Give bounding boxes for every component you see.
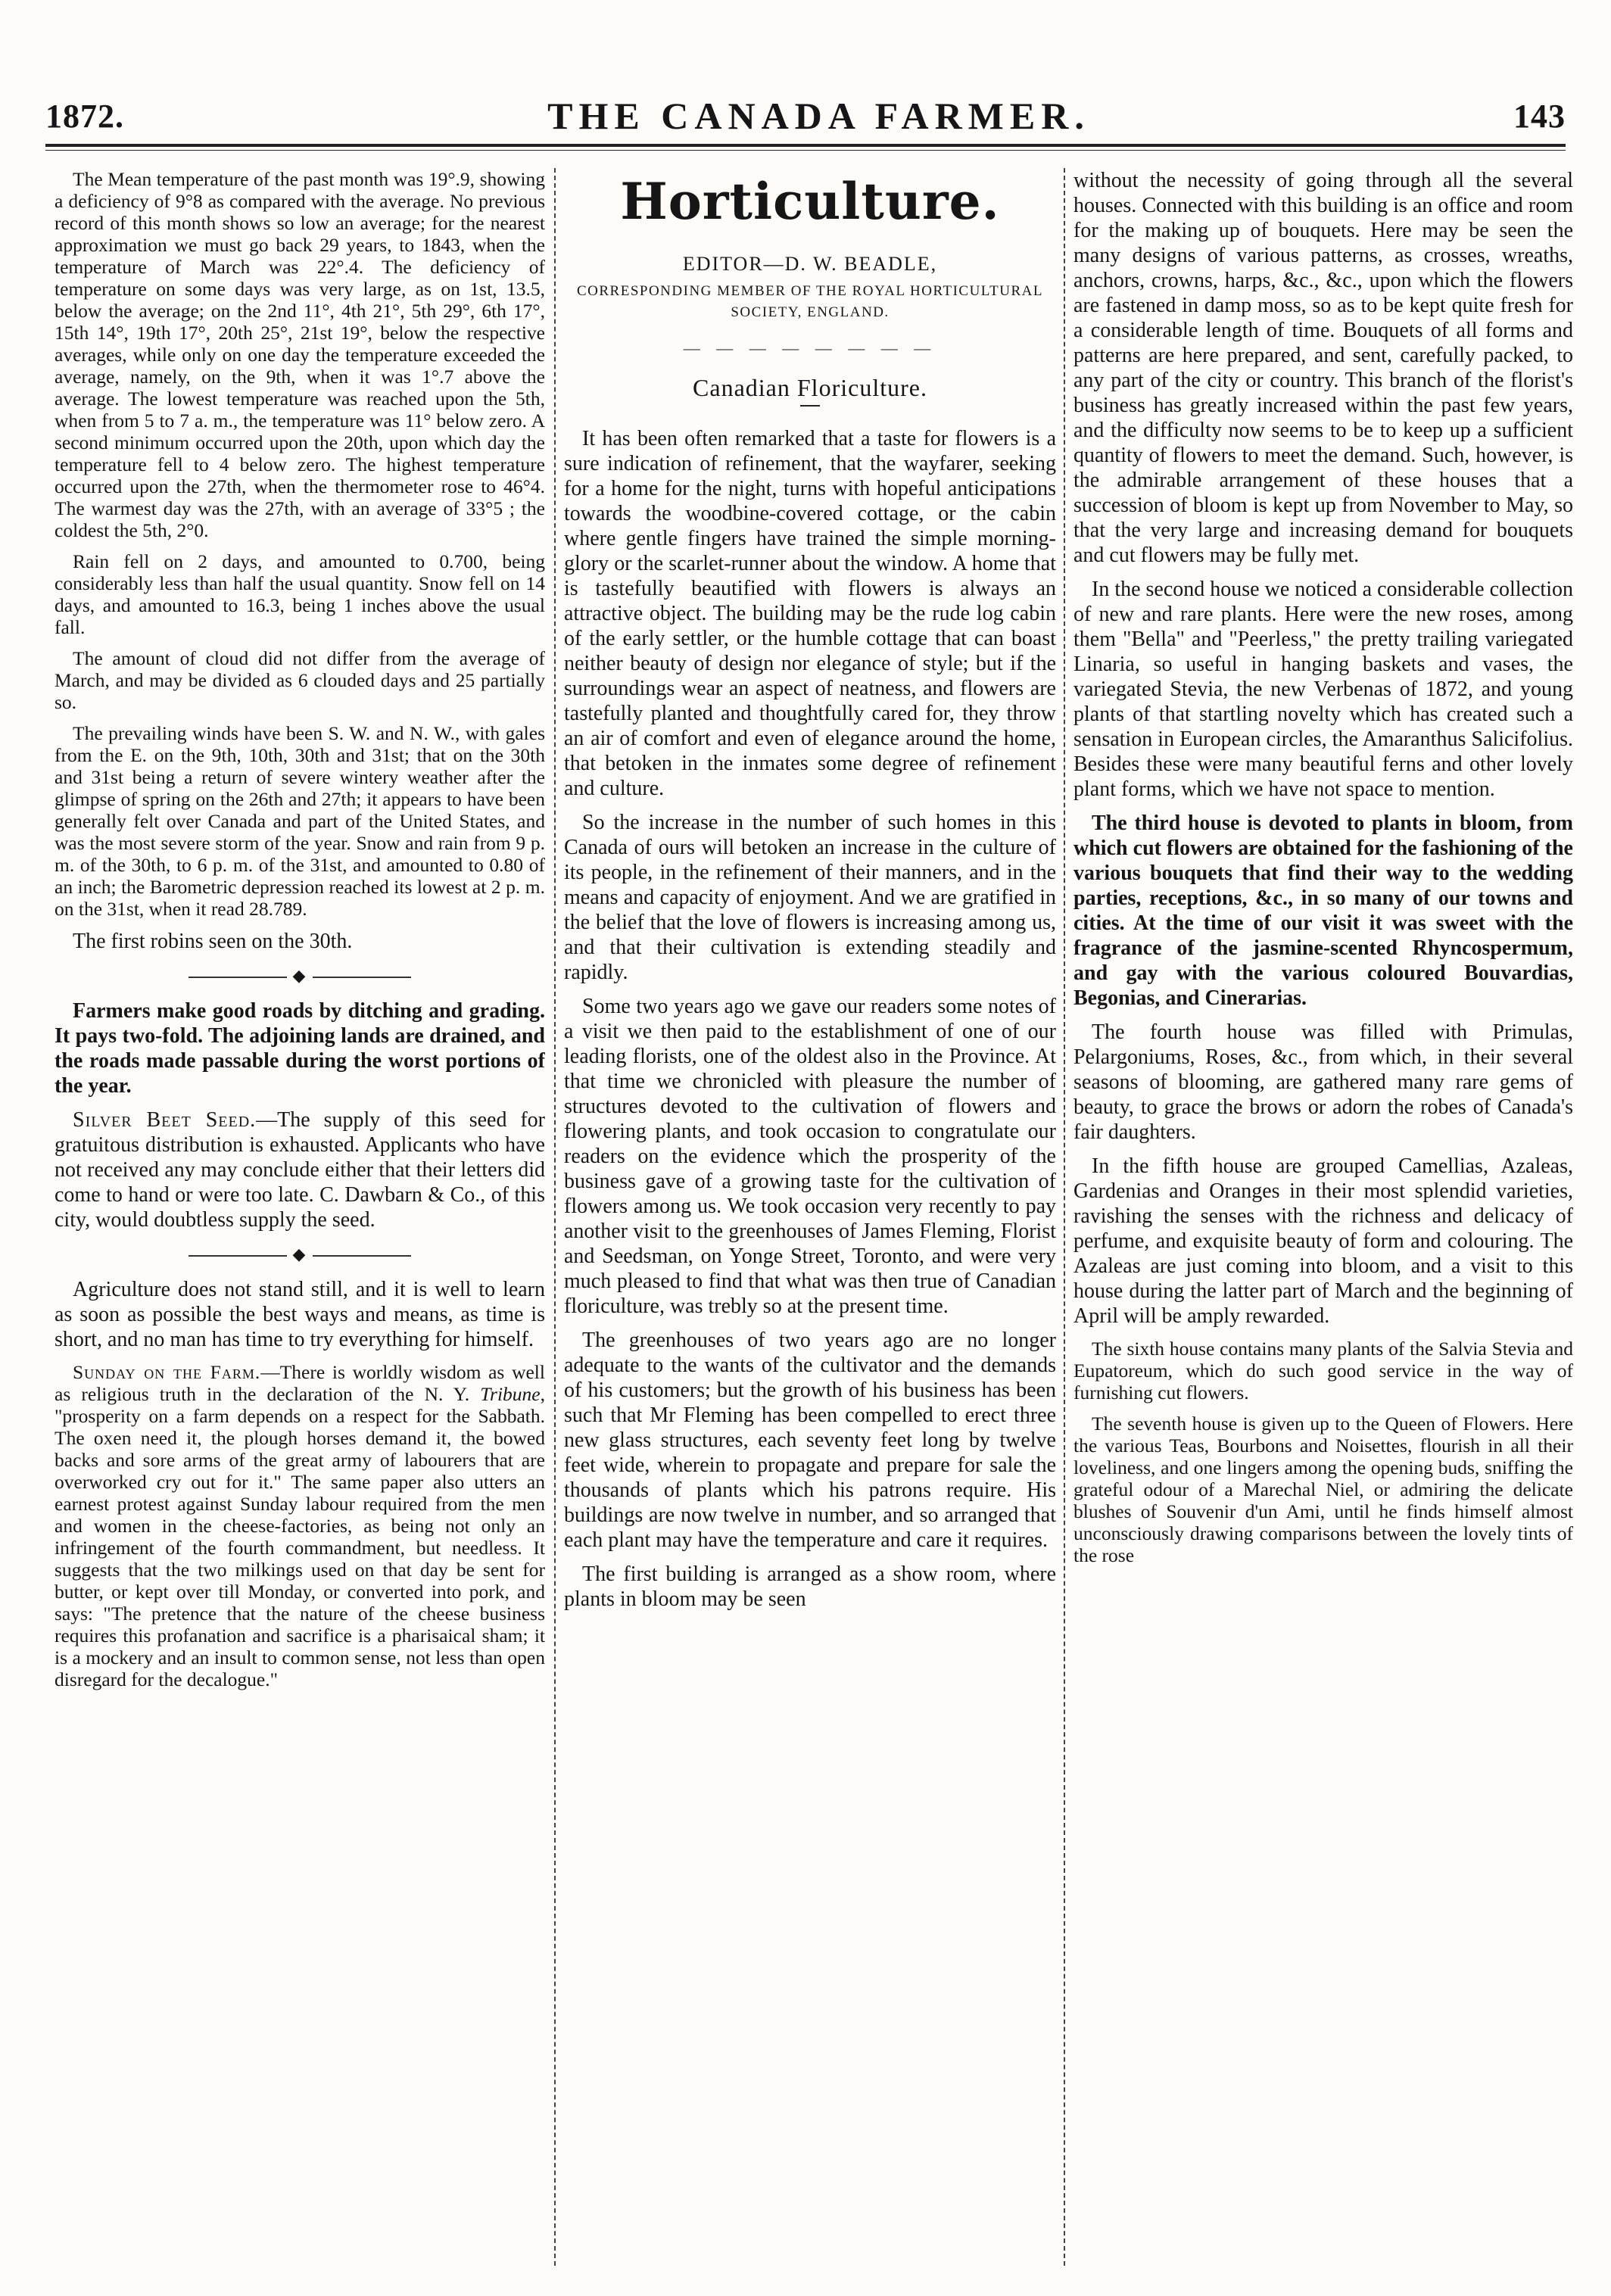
ornament-divider: ◆ bbox=[55, 1241, 545, 1266]
roads-note: Farmers make good roads by ditching and grading. It pays two-fold. The adjoining lands are drained, and the roads made passable during the worst portions of the year. bbox=[55, 999, 545, 1098]
masthead-rule-thin bbox=[45, 150, 1566, 151]
column-right bbox=[1073, 168, 1573, 2281]
sunday-body-cont: , "prosperity on a farm depends on a respect for the Sabbath. The oxen need it, the plough horses demand it, the bowed backs and sore arms of the great army of labourers that are overworked cry out for it." The same paper also utters an earnest protest against Sunday labour required from the men and women in the cheese-factories, as being not only an infringement of the fourth commandment, but needless. It suggests that the two milkings used on that day be sent for butter, or kept over till Monday, or converted into pork, and says: "The pretence that the nature of the cheese business requires this profanation and sacrifice is a pharisaical sham; it is a mockery and an insult to common sense, not less than open disregard for the decalogue." bbox=[55, 1383, 545, 1690]
article-paragraph: The first building is arranged as a show room, where plants in bloom may be seen bbox=[564, 1562, 1056, 1611]
robins-note: The first robins seen on the 30th. bbox=[73, 930, 353, 953]
column-divider bbox=[1064, 168, 1065, 2266]
editor-line: EDITOR—D. W. BEADLE, bbox=[682, 253, 938, 275]
article-paragraph: The third house is devoted to plants in bloom, from which cut flowers are obtained for the fashioning of the various bouquets that find their way to the wedding parties, receptions, &c., in so many of our towns and cities. At the time of our visit it was sweet with the fragrance of the jasmine-scented Rhyncospermum, and gay with the various coloured Bouvardias, Begonias, and Cinerarias. bbox=[1073, 812, 1573, 1010]
ornament-divider: ◆ bbox=[55, 963, 545, 988]
title-rule bbox=[800, 405, 820, 407]
masthead-year: 1872. bbox=[45, 97, 124, 135]
article-paragraph: Some two years ago we gave our readers some notes of a visit we then paid to the establishment of one of our leading florists, one of the oldest also in the Province. At that time we chronicled with pleasure the number of structures devoted to the cultivation of flowers and flowering plants, and took occasion to congratulate our readers on the evidence which the prosperity of the business gave of a growing taste for the cultivation of flowers among us. We took occasion very recently to pay another visit to the greenhouses of James Fleming, Florist and Seedsman, on Yonge Street, Toronto, and were very much pleased to find that what was then true of Canadian floriculture, was trebly so at the present time. bbox=[564, 995, 1056, 1318]
editor-affiliation: CORRESPONDING MEMBER OF THE ROYAL HORTICULTURAL SOCIETY, ENGLAND. bbox=[576, 283, 1043, 320]
beet-seed-heading: Silver Beet Seed. bbox=[73, 1108, 257, 1132]
sunday-note bbox=[55, 1361, 545, 1690]
column-left bbox=[55, 168, 545, 2281]
beet-seed-body: —The supply of this seed for gratuitous distribution is exhausted. Applicants who have not received any may conclude either that their letters did come to hand or were too late. C. Dawbarn & Co., of this city, would doubtless supply the seed. bbox=[55, 1108, 545, 1232]
beet-seed-note bbox=[55, 1108, 545, 1232]
masthead-title: THE CANADA FARMER. bbox=[547, 95, 1090, 137]
article-paragraph: In the fifth house are grouped Camellias, Azaleas, Gardenias and Oranges in their most splendid varieties, ravishing the senses with the richness and delicacy of perfume, and exquisite beauty of form and colouring. The Azaleas are just coming into bloom, and a visit to this house during the latter part of March and the beginning of April will be amply rewarded. bbox=[1073, 1154, 1573, 1328]
column-middle bbox=[564, 168, 1056, 2281]
weather-paragraph: The Mean temperature of the past month was 19°.9, showing a deficiency of 9°8 as compared with the average. No previous record of this month shows so low an average; for the nearest approximation we must go back 29 years, to 1843, when the temperature of March was 22°.4. The deficiency of temperature on some days was very large, as on 1st, 13.5, below the average; on the 2nd 11°, 4th 21°, 5th 29°, 6th 17°, 15th 14°, 19th 17°, 20th 25°, 21st 19°, below the respective averages, while only on one day the temperature exceeded the average, namely, on the 9th, when it was 1°.7 above the average. The lowest temperature was reached upon the 5th, when from 5 to 7 a. m., the temperature was 11° below zero. A second minimum occurred upon the 20th, upon which day the temperature fell to 4 below zero. The highest temperature occurred upon the 27th, when the thermometer rose to 46°4. The warmest day was the 27th, with an average of 33°5 ; the coldest the 5th, 2°0. bbox=[55, 168, 545, 541]
column-divider bbox=[554, 168, 556, 2266]
weather-paragraph: The amount of cloud did not differ from the average of March, and may be divided as 6 clouded days and 25 partially so. bbox=[55, 647, 545, 713]
masthead bbox=[45, 89, 1566, 142]
weather-paragraph: The prevailing winds have been S. W. and N. W., with gales from the E. on the 9th, 10th, 30th and 31st; that on the 30th and 31st being a return of severe wintery weather after the glimpse of spring on the 26th and 27th; it appears to have been generally felt over Canada and part of the United States, and was the most severe storm of the year. Snow and rain from 9 p. m. of the 30th, to 6 p. m. of the 31st, and amounted to 0.80 of an inch; the Barometric depression reached its lowest at 2 p. m. on the 31st, when it read 28.789. bbox=[55, 722, 545, 920]
article-paragraph: In the second house we noticed a considerable collection of new and rare plants. Here were the new roses, among them "Bella" and "Peerless," the pretty trailing variegated Linaria, so useful in hanging baskets and vases, the variegated Stevia, the new Verbenas of 1872, and young plants of that startling novelty which has created such a sensation in European circles, the Amaranthus Salicifolius. Besides these were many beautiful ferns and other lovely plant forms, which we have not space to mention. bbox=[1073, 578, 1573, 801]
page-number: 143 bbox=[1513, 97, 1566, 135]
section-title: Horticulture. bbox=[620, 172, 1000, 231]
article-paragraph: It has been often remarked that a taste for flowers is a sure indication of refinement, that the wayfarer, seeking for a home for the night, turns with hopeful anticipations towards the woodbine-covered cottage, or the cabin where gentle fingers have trained the simple morning-glory or the scarlet-runner about the window. A home that is tastefully beautified with flowers is always an attractive object. The building may be the rude log cabin of the early settler, or the humble cottage that can boast neither beauty of design nor elegance of style; but if the surroundings wear an aspect of neatness, and flowers are tastefully planted and thoughtfully cared for, they throw an air of comfort and even of elegance around the home, that betoken in the inmates some degree of refinement and culture. bbox=[564, 427, 1056, 800]
article-paragraph: So the increase in the number of such homes in this Canada of ours will betoken an increase in the culture of its people, in the refinement of their manners, and in the means and capacity of enjoyment. And we are gratified in the belief that the love of flowers is increasing among us, and that their cultivation is extending steadily and rapidly. bbox=[564, 811, 1056, 984]
weather-paragraph: Rain fell on 2 days, and amounted to 0.700, being considerably less than half the usual quantity. Snow fell on 14 days, and amounted to 16.3, being 1 inches above the usual fall. bbox=[55, 550, 545, 638]
sunday-body: —There is worldly wisdom as well as religious truth in the declaration of the N. Y. bbox=[55, 1361, 545, 1405]
article-paragraph: The greenhouses of two years ago are no longer adequate to the wants of the cultivator and the demands of his customers; but the growth of his business has been such that Mr Fleming has been compelled to erect three new glass structures, each seventy feet long by twelve feet wide, wherein to propagate and prepare for sale the thousands of plants which his patrons require. His buildings are now twelve in number, and so arranged that each plant may have the temperature and care it requires. bbox=[564, 1329, 1056, 1552]
sunday-heading: Sunday on the Farm. bbox=[73, 1361, 261, 1383]
tribune-name: Tribune bbox=[480, 1383, 541, 1405]
article-paragraph: The seventh house is given up to the Queen of Flowers. Here the various Teas, Bourbons and Noisettes, flourish in all their loveliness, and one lingers among the opening buds, sniffing the grateful odour of a Marechal Niel, or admiring the delicate blushes of Souvenir d'un Ami, until he finds himself almost unconsciously drawing comparisons between the lovely tints of the rose bbox=[1073, 1413, 1573, 1566]
agriculture-note: Agriculture does not stand still, and it is well to learn as soon as possible the best ways and means, as time is short, and no man has time to try everything for himself. bbox=[55, 1278, 545, 1351]
article-paragraph: The sixth house contains many plants of the Salvia Stevia and Eupatoreum, which do such good service in the way of furnishing cut flowers. bbox=[1073, 1338, 1573, 1403]
masthead-rule bbox=[45, 144, 1566, 147]
article-title: Canadian Floriculture. bbox=[693, 374, 927, 401]
article-paragraph: without the necessity of going through all the several houses. Connected with this building is an office and room for the making up of bouquets. Here may be seen the many designs of various patterns, as crosses, wreaths, anchors, crowns, harps, &c., &c., upon which the flowers are fastened in damp moss, so as to be kept quite fresh for a considerable length of time. Bouquets of all forms and patterns are here prepared, and sent, carefully packed, to any part of the city or country. This branch of the florist's business has greatly increased within the past few years, and the difficulty now seems to be to keep up a sufficient quantity of flowers to meet the demand. Such, however, is the admirable arrangement of these houses that a succession of bloom is kept up from November to May, so that the very large and increasing demand for bouquets and cut flowers may be fully met. bbox=[1073, 169, 1573, 567]
dash-divider: — — — — — — — — bbox=[683, 338, 937, 357]
article-paragraph: The fourth house was filled with Primulas, Pelargoniums, Roses, &c., from which, in their several seasons of blooming, are gathered many rare gems of beauty, to grace the brows or adorn the robes of Canada's fair daughters. bbox=[1073, 1020, 1573, 1144]
